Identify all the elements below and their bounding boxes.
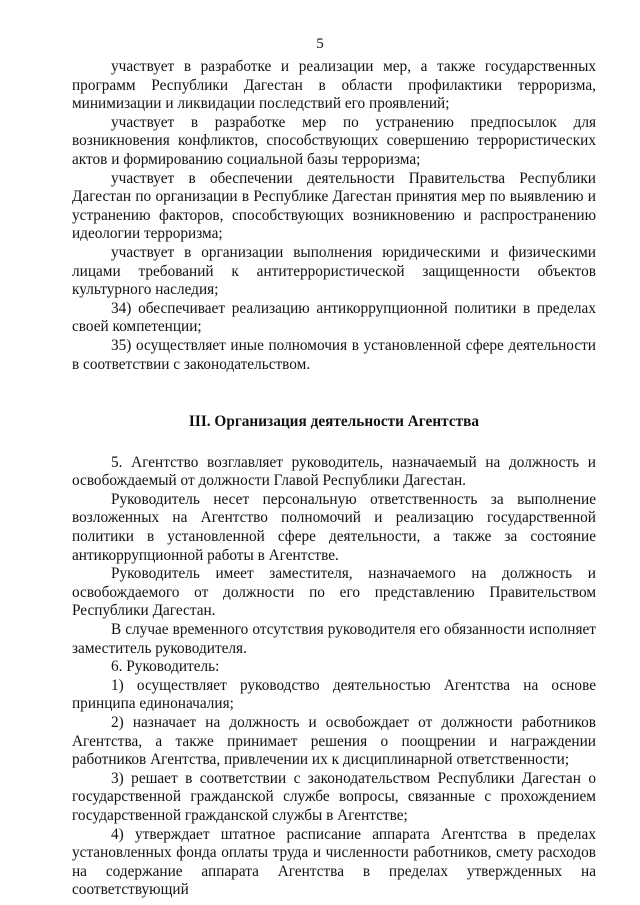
paragraph: 34) обеспечивает реализацию антикоррупционной политики в пределах своей компетенции; (72, 299, 596, 336)
paragraph: 4) утверждает штатное расписание аппарата Агентства в пределах установленных фонда оплаты труда и численности работников, смету расходов на содержание аппарата Агентства в пределах утвержденных на соответствующий (72, 825, 596, 899)
paragraph: 35) осуществляет иные полномочия в установленной сфере деятельности в соответствии с законодательством. (72, 336, 596, 373)
paragraph: 6. Руководитель: (111, 658, 220, 676)
section-heading: III. Организация деятельности Агентства (188, 413, 480, 431)
paragraph: Руководитель имеет заместителя, назначаемого на должность и освобождаемого от должности по его представлению Правительством Республики Дагестан. (72, 565, 596, 620)
page-number: 5 (316, 36, 324, 52)
document-body (72, 58, 596, 900)
paragraph: участвует в обеспечении деятельности Правительства Республики Дагестан по организации в Республике Дагестан принятия мер по выявлению и устранению факторов, способствующих возникновению и распространению идеологии терроризма; (72, 169, 596, 243)
paragraph: участвует в разработке мер по устранению предпосылок для возникновения конфликтов, способствующих совершению террористических актов и формированию социальной базы терроризма; (72, 113, 596, 168)
paragraph: Руководитель несет персональную ответственность за выполнение возложенных на Агентство полномочий и реализацию государственной политики в установленной сфере деятельности, а также за состояние антикоррупционной работы в Агентстве. (72, 490, 596, 564)
paragraph: В случае временного отсутствия руководителя его обязанности исполняет заместитель руководителя. (72, 621, 596, 657)
paragraph: 2) назначает на должность и освобождает от должности работников Агентства, а также принимает решения о поощрении и награждении работников Агентства, привлечении их к дисциплинарной ответственности; (72, 714, 596, 769)
paragraph: участвует в организации выполнения юридическими и физическими лицами требований к антитеррористической защищенности объектов культурного наследия; (72, 243, 596, 299)
paragraph: 5. Агентство возглавляет руководитель, назначаемый на должность и освобождаемый от должности Главой Республики Дагестан. (72, 453, 596, 490)
paragraph: 3) решает в соответствии с законодательством Республики Дагестан о государственной гражданской службе вопросы, связанные с прохождением государственной гражданской службы в Агентстве; (72, 769, 596, 824)
paragraph: 1) осуществляет руководство деятельностью Агентства на основе принципа единоначалия; (72, 676, 596, 713)
paragraph: участвует в разработке и реализации мер, а также государственных программ Республики Дагестан в области профилактики терроризма, минимизации и ликвидации последствий его проявлений; (72, 58, 596, 113)
